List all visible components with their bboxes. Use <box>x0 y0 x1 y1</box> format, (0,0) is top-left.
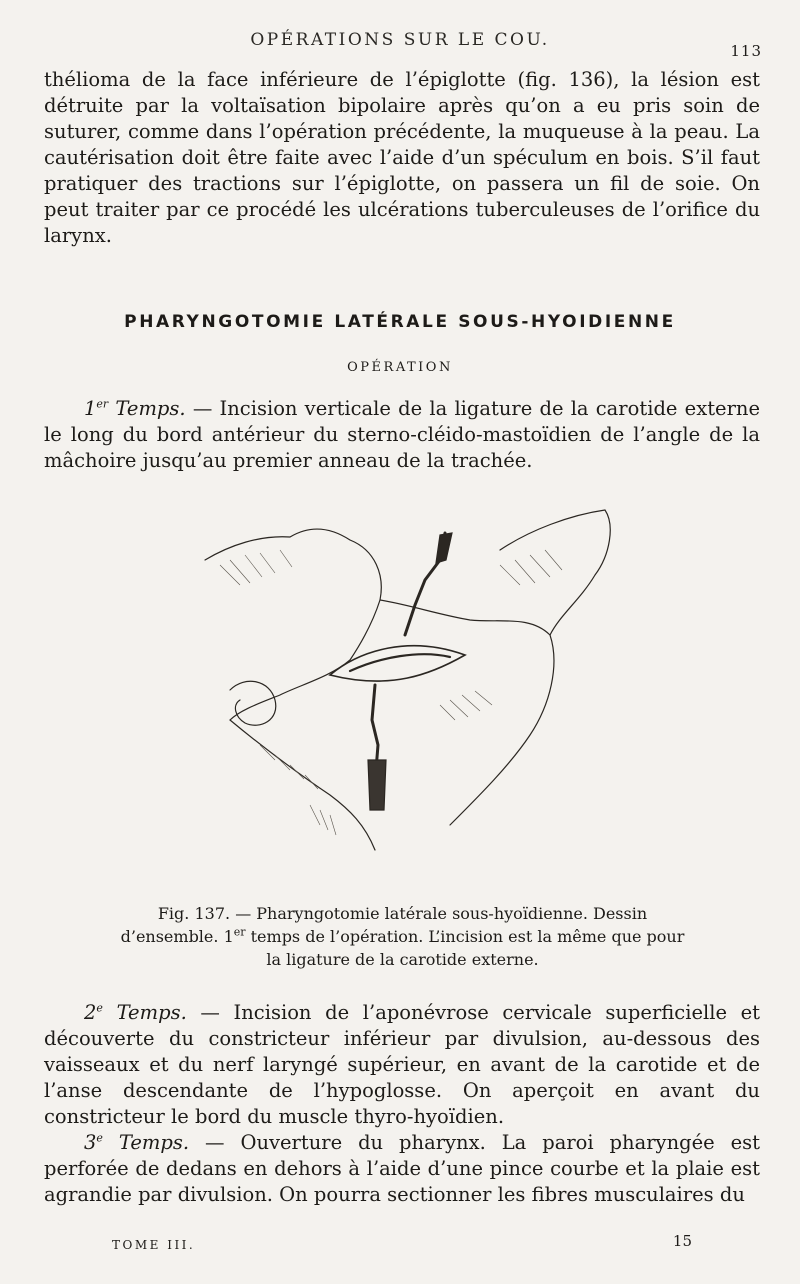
figure-caption-sup: er <box>233 925 246 939</box>
section-title: PHARYNGOTOMIE LATÉRALE SOUS-HYOIDIENNE <box>124 312 676 332</box>
figure-caption-text-1: — Pharyngotomie latérale sous-hyoïdienne. Dessin d’ensemble. 1 <box>120 904 648 946</box>
footer-volume: TOME III. <box>112 1238 196 1252</box>
step-3-sup: e <box>96 1131 103 1145</box>
step-2-text: — Incision de l’aponévrose cervicale superficielle et découverte du constricteur inférieur par divulsion, au-dessous des vaisseaux et du nerf laryngé supérieur, en avant de la carotide et de l’anse descendante de l’hypoglosse. On aperçoit en avant du constricteur le bord du muscle thyro-hyoïdien. <box>44 1001 760 1128</box>
figure-caption-label: Fig. 137. <box>157 904 231 923</box>
step-2-paragraph <box>44 1000 760 1130</box>
intro-paragraph-block <box>44 67 760 249</box>
step-3-label-text: Temps. <box>118 1131 190 1154</box>
step-1-label <box>84 397 186 420</box>
figure-caption-text-2: temps de l’opération. L’incision est la même que pour la ligature de la carotide externe. <box>245 927 685 969</box>
ear-outline <box>230 681 276 725</box>
step-3-number: 3 <box>84 1131 97 1154</box>
step-3-label <box>84 1131 189 1154</box>
neck-contour-lower <box>230 720 375 850</box>
retractor-lower-handle <box>368 760 386 810</box>
retractor-upper-tip <box>436 533 452 563</box>
step-1-block <box>44 396 760 474</box>
figure-caption <box>120 902 685 971</box>
step-3-paragraph <box>44 1130 760 1208</box>
step-1-paragraph <box>44 396 760 474</box>
face-profile <box>205 529 381 720</box>
step-1-text: — Incision verticale de la ligature de la carotide externe le long du bord antérieur du sterno-cléido-mastoïdien de l’angle de la mâchoire jusqu’au premier anneau de la trachée. <box>44 397 760 472</box>
surgical-illustration <box>200 505 630 865</box>
shoulder-outline <box>500 510 610 635</box>
step-2-sup: e <box>96 1001 103 1015</box>
step-1-number: 1 <box>84 397 97 420</box>
page-number: 113 <box>730 42 762 60</box>
subsection-title: OPÉRATION <box>347 360 453 375</box>
steps-2-3-block <box>44 1000 760 1208</box>
footer-signature: 15 <box>672 1232 692 1250</box>
step-1-sup: er <box>96 397 109 411</box>
figure-illustration <box>200 505 630 865</box>
step-2-label-text: Temps. <box>116 1001 187 1024</box>
incision-outline <box>330 646 465 681</box>
intro-paragraph: thélioma de la face inférieure de l’épiglotte (fig. 136), la lésion est détruite par la voltaïsation bipolaire après qu’on a eu pris soin de suturer, comme dans l’opération précédente, la muqueuse à la peau. La cautérisation doit être faite avec l’aide d’un spéculum en bois. S’il faut pratiquer des tractions sur l’épiglotte, on passera un fil de soie. On peut traiter par ce procédé les ulcérations tuberculeuses de l’orifice du larynx. <box>44 68 760 247</box>
running-head: OPÉRATIONS SUR LE COU. <box>250 30 550 50</box>
step-1-label-text: Temps. <box>115 397 186 420</box>
step-3-text: — Ouverture du pharynx. La paroi pharyngée est perforée de dedans en dehors à l’aide d’une pince courbe et la plaie est agrandie par divulsion. On pourra sectionner les fibres musculaires du <box>44 1131 760 1206</box>
step-2-label <box>84 1001 187 1024</box>
step-2-number: 2 <box>84 1001 97 1024</box>
incision-depth <box>350 654 450 671</box>
